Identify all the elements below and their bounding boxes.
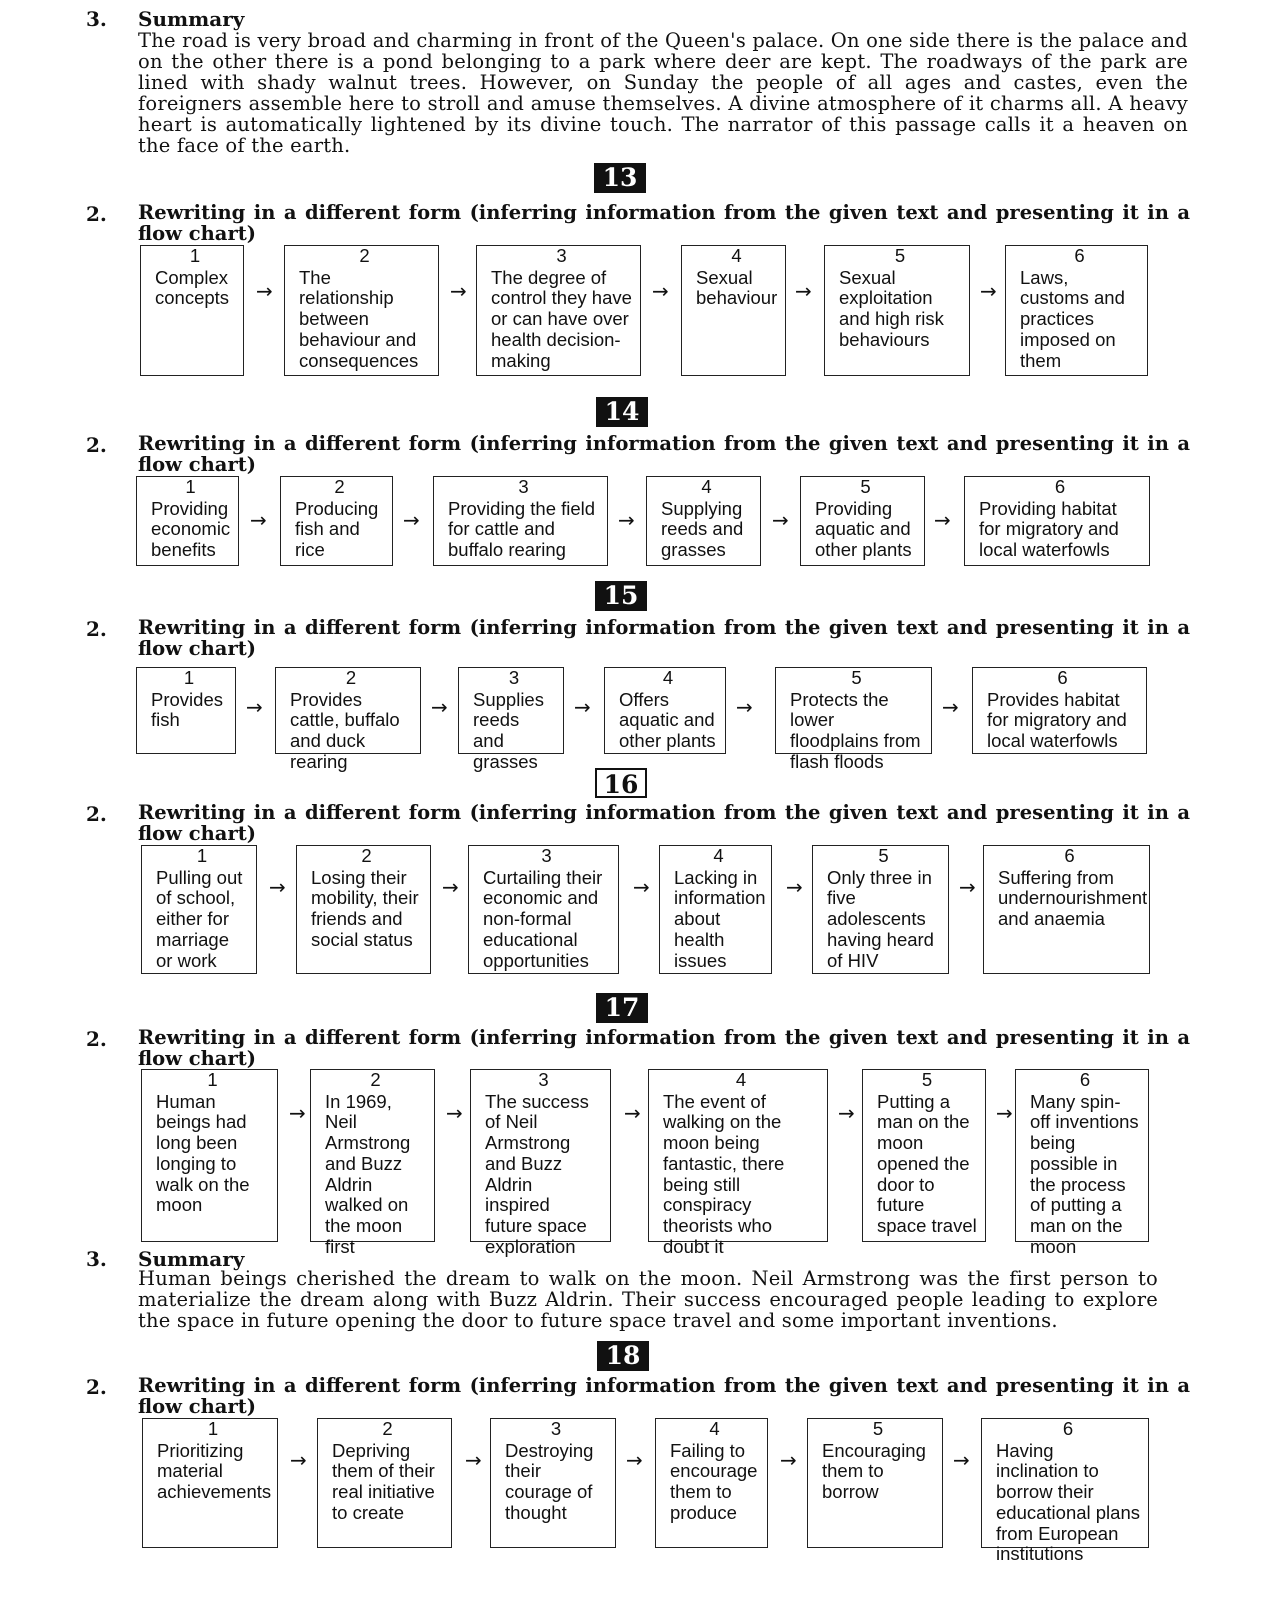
flow-box-5 xyxy=(775,667,932,772)
flow-arrow-icon: → xyxy=(942,695,959,719)
flow-box-1 xyxy=(136,667,236,754)
flow-box-text: Prioritizing material achievements xyxy=(157,1439,272,1503)
flow-box-text: Producing fish and rice xyxy=(295,497,379,561)
flow-arrow-icon: → xyxy=(838,1101,855,1125)
flow-box-3 xyxy=(490,1418,616,1548)
flow-box-text: Destroying their courage of thought xyxy=(505,1439,594,1523)
flow-box-number: 1 xyxy=(185,476,196,497)
flow-arrow-icon: → xyxy=(290,1448,307,1472)
flow-box-number: 1 xyxy=(207,1418,219,1439)
flow-box-number: 6 xyxy=(1054,476,1066,497)
unit-17-summary-text: Human beings cherished the dream to walk on the moon. Neil Armstrong was the first person to materialize the dream along with Buzz Aldrin. Their success encouraged people leading to explore the space in future opening the door to future space travel and some important inventions. xyxy=(138,1267,1158,1332)
flow-arrow-icon: → xyxy=(431,695,448,719)
flow-box-2 xyxy=(310,1069,435,1257)
flow-box-5 xyxy=(812,845,949,974)
flow-box-4 xyxy=(604,667,726,754)
flow-box-text: Offers aquatic and other plants xyxy=(619,688,716,752)
flow-box-3 xyxy=(433,476,608,566)
flow-box-4 xyxy=(681,245,786,376)
flow-box-text: The degree of control they have or can have over health decision-making xyxy=(491,266,632,371)
flow-box-text: Provides habitat for migratory and local waterfowls xyxy=(987,688,1127,752)
flow-box-number: 4 xyxy=(701,476,712,497)
flow-arrow-icon: → xyxy=(450,279,467,303)
flow-box-2 xyxy=(280,476,393,566)
flow-box-text: Sexual exploitation and high risk behaviours xyxy=(839,266,944,350)
flow-box-2 xyxy=(296,845,431,974)
flow-box-number: 2 xyxy=(345,667,357,688)
flow-box-text: Laws, customs and practices imposed on them xyxy=(1020,266,1125,371)
flow-box-text: Sexual behaviour xyxy=(696,266,778,309)
flow-box-number: 2 xyxy=(361,845,372,866)
unit-13-heading: Rewriting in a different form (inferring information from the given text and presenting it in a flow chart) xyxy=(138,201,1190,245)
flow-box-2 xyxy=(317,1418,452,1548)
flow-box-3 xyxy=(470,1069,611,1257)
unit-16-question-number: 2. xyxy=(86,802,107,826)
flow-box-number: 2 xyxy=(359,245,370,266)
flow-box-number: 1 xyxy=(207,1069,218,1090)
flow-arrow-icon: → xyxy=(626,1448,643,1472)
flow-box-text: Supplying reeds and grasses xyxy=(661,497,744,561)
flow-box-number: 4 xyxy=(713,845,724,866)
flow-box-number: 2 xyxy=(334,476,345,497)
flow-box-text: Only three in five adolescents having heard of HIV xyxy=(827,866,934,971)
flow-arrow-icon: → xyxy=(250,508,267,532)
flow-arrow-icon: → xyxy=(269,875,286,899)
flow-box-text: Encouraging them to borrow xyxy=(822,1439,926,1503)
flow-box-5 xyxy=(800,476,925,566)
unit-17-heading: Rewriting in a different form (inferring information from the given text and presenting it in a flow chart) xyxy=(138,1026,1190,1070)
unit-15-heading: Rewriting in a different form (inferring information from the given text and presenting it in a flow chart) xyxy=(138,616,1190,660)
flow-box-3 xyxy=(476,245,641,376)
flow-box-text: Provides fish xyxy=(151,688,223,731)
flow-box-1 xyxy=(136,476,239,566)
flow-box-6 xyxy=(972,667,1147,754)
flow-box-number: 3 xyxy=(508,667,520,688)
unit-18-question-number: 2. xyxy=(86,1375,107,1399)
flow-box-4 xyxy=(655,1418,768,1548)
flow-box-number: 1 xyxy=(196,845,208,866)
flow-box-number: 1 xyxy=(189,245,201,266)
intro-summary-number: 3. xyxy=(86,7,107,31)
flow-box-text: Having inclination to borrow their educational plans from European institutions xyxy=(996,1439,1140,1565)
flow-box-3 xyxy=(468,845,619,974)
flow-box-2 xyxy=(275,667,421,772)
flow-box-6 xyxy=(981,1418,1149,1565)
flow-arrow-icon: → xyxy=(772,508,789,532)
flow-box-number: 3 xyxy=(541,845,552,866)
flow-box-4 xyxy=(659,845,772,974)
flow-arrow-icon: → xyxy=(736,695,753,719)
flow-box-text: The relationship between behaviour and consequences xyxy=(299,266,419,371)
flow-box-number: 5 xyxy=(878,845,889,866)
flow-box-text: Protects the lower floodplains from flash floods xyxy=(790,688,921,772)
unit-17-question-number: 2. xyxy=(86,1027,107,1051)
intro-summary-text: The road is very broad and charming in front of the Queen's palace. On one side there is the palace and on the other there is a pond belonging to a park where deer are kept. The roadways of the park are lined with shady walnut trees. However, on Sunday the people of all ages and castes, even the foreigners assemble here to stroll and amuse themselves. A divine atmosphere of it charms all. A heavy heart is automatically lightened by its divine touch. The narrator of this passage calls it a heaven on the face of the earth. xyxy=(138,29,1188,157)
flow-box-5 xyxy=(824,245,970,376)
flow-box-2 xyxy=(284,245,439,376)
flow-box-number: 4 xyxy=(709,1418,720,1439)
flow-box-number: 2 xyxy=(382,1418,393,1439)
flow-arrow-icon: → xyxy=(633,875,650,899)
flow-arrow-icon: → xyxy=(795,279,812,303)
flow-box-number: 5 xyxy=(851,667,862,688)
flow-box-text: Losing their mobility, their friends and social status xyxy=(311,866,419,950)
flow-arrow-icon: → xyxy=(980,279,997,303)
flow-box-1 xyxy=(140,245,244,376)
flow-arrow-icon: → xyxy=(652,279,669,303)
flow-box-number: 5 xyxy=(894,245,906,266)
unit-13-question-number: 2. xyxy=(86,202,107,226)
flow-arrow-icon: → xyxy=(246,695,263,719)
flow-box-number: 2 xyxy=(370,1069,381,1090)
unit-13-badge: 13 xyxy=(594,163,646,193)
flow-arrow-icon: → xyxy=(446,1101,463,1125)
flow-arrow-icon: → xyxy=(618,508,635,532)
unit-15-question-number: 2. xyxy=(86,617,107,641)
flow-box-text: Putting a man on the moon opened the door to future space travel xyxy=(877,1090,977,1236)
flow-box-number: 6 xyxy=(1062,1418,1074,1439)
flow-box-text: Providing habitat for migratory and local waterfowls xyxy=(979,497,1119,561)
flow-box-number: 3 xyxy=(556,245,567,266)
flow-box-text: In 1969, Neil Armstrong and Buzz Aldrin walked on the moon first xyxy=(325,1090,411,1257)
unit-15-badge: 15 xyxy=(595,581,647,611)
flow-box-5 xyxy=(807,1418,943,1548)
flow-box-text: Suffering from undernourishment and anaemia xyxy=(998,866,1148,930)
flow-arrow-icon: → xyxy=(959,875,976,899)
flow-box-text: Many spin-off inventions being possible in the process of putting a man on the moon xyxy=(1030,1090,1139,1257)
flow-arrow-icon: → xyxy=(403,508,420,532)
flow-arrow-icon: → xyxy=(786,875,803,899)
flow-box-6 xyxy=(964,476,1150,566)
unit-14-question-number: 2. xyxy=(86,433,107,457)
flow-box-number: 4 xyxy=(735,1069,747,1090)
flow-box-text: Provides cattle, buffalo and duck rearing xyxy=(290,688,400,772)
flow-box-number: 6 xyxy=(1079,1069,1091,1090)
flow-box-number: 5 xyxy=(921,1069,933,1090)
flow-box-text: Failing to encourage them to produce xyxy=(670,1439,758,1523)
flow-box-number: 6 xyxy=(1074,245,1085,266)
flow-box-text: Supplies reeds and grasses xyxy=(473,688,544,772)
flow-box-text: The event of walking on the moon being fantastic, there being still conspiracy theorists who doubt it xyxy=(663,1090,785,1257)
flow-box-text: The success of Neil Armstrong and Buzz Aldrin inspired future space exploration xyxy=(485,1090,589,1257)
flow-box-5 xyxy=(862,1069,986,1242)
flow-box-6 xyxy=(1005,245,1148,376)
flow-box-text: Lacking in information about health issues xyxy=(674,866,766,971)
flow-box-6 xyxy=(983,845,1150,974)
flow-box-4 xyxy=(648,1069,828,1257)
flow-box-number: 3 xyxy=(550,1418,562,1439)
flow-arrow-icon: → xyxy=(934,508,951,532)
flow-arrow-icon: → xyxy=(289,1101,306,1125)
unit-14-heading: Rewriting in a different form (inferring information from the given text and presenting it in a flow chart) xyxy=(138,432,1190,476)
flow-box-4 xyxy=(646,476,761,566)
flow-arrow-icon: → xyxy=(256,279,273,303)
flow-arrow-icon: → xyxy=(465,1448,482,1472)
flow-box-number: 4 xyxy=(662,667,674,688)
flow-box-number: 3 xyxy=(518,476,529,497)
intro-summary-title: Summary xyxy=(138,7,245,31)
flow-box-text: Providing the field for cattle and buffalo rearing xyxy=(448,497,596,561)
flow-box-text: Providing economic benefits xyxy=(151,497,231,561)
flow-box-number: 6 xyxy=(1064,845,1075,866)
flow-box-text: Human beings had long been longing to walk on the moon xyxy=(156,1090,250,1216)
flow-box-1 xyxy=(141,845,257,974)
flow-box-text: Pulling out of school, either for marriage or work xyxy=(156,866,243,971)
unit-16-heading: Rewriting in a different form (inferring information from the given text and presenting it in a flow chart) xyxy=(138,801,1190,845)
unit-18-heading: Rewriting in a different form (inferring information from the given text and presenting it in a flow chart) xyxy=(138,1374,1190,1418)
flow-box-3 xyxy=(458,667,564,772)
flow-box-number: 1 xyxy=(183,667,195,688)
flow-box-6 xyxy=(1015,1069,1149,1257)
flow-arrow-icon: → xyxy=(780,1448,797,1472)
flow-box-text: Depriving them of their real initiative to create xyxy=(332,1439,435,1523)
flow-box-number: 4 xyxy=(731,245,742,266)
flow-box-text: Curtailing their economic and non-formal educational opportunities xyxy=(483,866,603,971)
unit-17-summary-number: 3. xyxy=(86,1247,107,1271)
flow-arrow-icon: → xyxy=(574,695,591,719)
flow-box-number: 5 xyxy=(860,476,871,497)
unit-18-badge: 18 xyxy=(597,1341,649,1371)
flow-arrow-icon: → xyxy=(996,1101,1013,1125)
unit-14-badge: 14 xyxy=(596,397,648,427)
unit-17-summary-title: Summary xyxy=(138,1247,245,1271)
flow-arrow-icon: → xyxy=(624,1101,641,1125)
flow-box-1 xyxy=(141,1069,278,1242)
flow-arrow-icon: → xyxy=(953,1448,970,1472)
unit-17-badge: 17 xyxy=(596,993,648,1023)
flow-arrow-icon: → xyxy=(442,875,459,899)
flow-box-text: Complex concepts xyxy=(155,266,230,309)
flow-box-text: Providing aquatic and other plants xyxy=(815,497,912,561)
flow-box-number: 5 xyxy=(872,1418,884,1439)
unit-16-badge: 16 xyxy=(595,768,647,798)
flow-box-number: 6 xyxy=(1057,667,1068,688)
flow-box-1 xyxy=(142,1418,278,1548)
flow-box-number: 3 xyxy=(538,1069,549,1090)
